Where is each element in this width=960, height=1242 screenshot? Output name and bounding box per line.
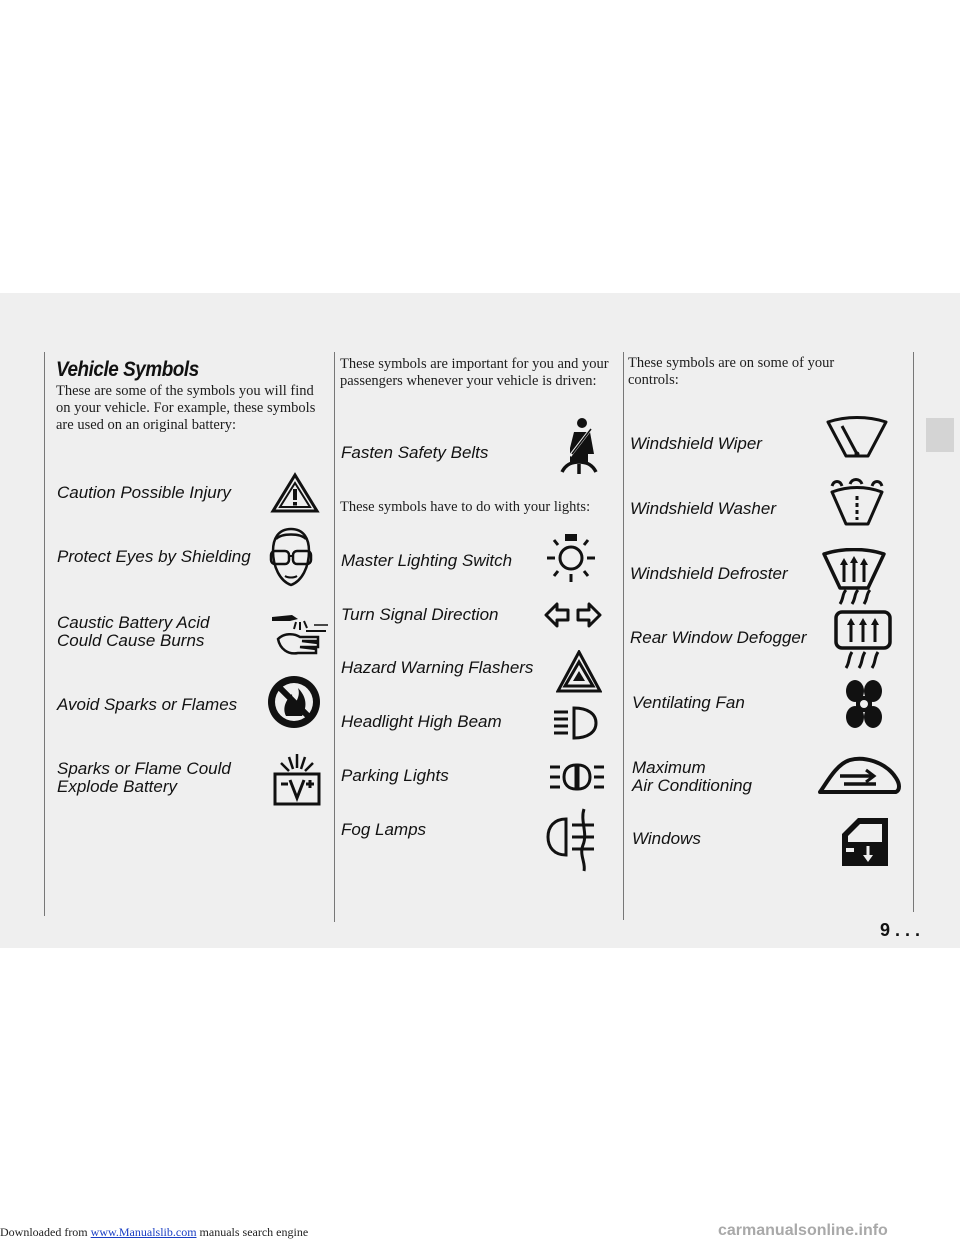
exploding-battery-icon <box>272 752 322 808</box>
turn-arrows-icon <box>544 600 602 630</box>
no-flame-icon <box>264 672 324 732</box>
label-caution-possible-injury: Caution Possible Injury <box>57 483 231 502</box>
column-divider-3 <box>623 352 624 920</box>
col2-intro: These symbols are important for you and your passengers whenever your vehicle is driven: <box>340 356 609 389</box>
acid-hand-icon <box>270 609 330 659</box>
footer-suffix: manuals search engine <box>196 1225 309 1239</box>
caution-triangle-icon <box>270 472 320 514</box>
label-high-beam: Headlight High Beam <box>341 712 502 731</box>
label-turn-signal: Turn Signal Direction <box>341 605 499 624</box>
section-tab <box>926 418 954 452</box>
label-windows: Windows <box>632 829 701 848</box>
label-ventilating-fan: Ventilating Fan <box>632 693 745 712</box>
download-footer <box>0 1225 308 1240</box>
seatbelt-icon <box>558 416 600 476</box>
column-divider-right <box>913 352 914 912</box>
parking-lights-icon <box>548 757 606 797</box>
light-switch-icon <box>544 530 598 586</box>
label-fog-lamps: Fog Lamps <box>341 820 427 839</box>
col3-intro: These symbols are on some of your controls: <box>628 355 835 388</box>
manualslib-link[interactable]: www.Manualslib.com <box>90 1225 197 1239</box>
label-max-ac: Maximum Air Conditioning <box>632 758 753 795</box>
front-defrost-icon <box>818 548 890 608</box>
label-explode-battery: Sparks or Flame Could Explode Battery <box>57 759 231 796</box>
label-avoid-sparks: Avoid Sparks or Flames <box>57 695 238 714</box>
rear-defog-icon <box>832 608 894 672</box>
label-windshield-wiper: Windshield Wiper <box>630 434 762 453</box>
high-beam-icon <box>552 704 600 742</box>
label-windshield-defroster: Windshield Defroster <box>630 564 788 583</box>
label-protect-eyes: Protect Eyes by Shielding <box>57 547 251 566</box>
max-ac-icon <box>816 754 902 798</box>
hazard-triangle-icon <box>556 650 602 694</box>
label-windshield-washer: Windshield Washer <box>630 499 776 518</box>
washer-icon <box>822 474 892 530</box>
goggles-face-icon <box>268 525 314 591</box>
fog-lamp-icon <box>546 803 602 873</box>
col2-lights-intro: These symbols have to do with your lights: <box>340 499 591 515</box>
wiper-icon <box>822 414 892 462</box>
col1-intro: These are some of the symbols you will find on your vehicle. For example, these symbols are used on an original battery: <box>56 383 316 433</box>
power-window-icon <box>838 814 892 870</box>
label-caustic-acid: Caustic Battery Acid Could Cause Burns <box>57 613 210 650</box>
watermark: carmanualsonline.info <box>718 1222 888 1239</box>
footer-prefix: Downloaded from <box>0 1225 91 1239</box>
label-parking-lights: Parking Lights <box>341 766 449 785</box>
label-master-lighting: Master Lighting Switch <box>341 551 513 570</box>
page-number: 9 . . . <box>880 920 921 940</box>
label-fasten-belts: Fasten Safety Belts <box>341 443 489 462</box>
column-divider-left <box>44 352 45 916</box>
fan-icon <box>838 678 890 730</box>
column-divider-2 <box>334 352 335 922</box>
page-title: Vehicle Symbols <box>56 358 199 381</box>
label-hazard-flashers: Hazard Warning Flashers <box>341 658 534 677</box>
label-rear-defogger: Rear Window Defogger <box>630 628 807 647</box>
